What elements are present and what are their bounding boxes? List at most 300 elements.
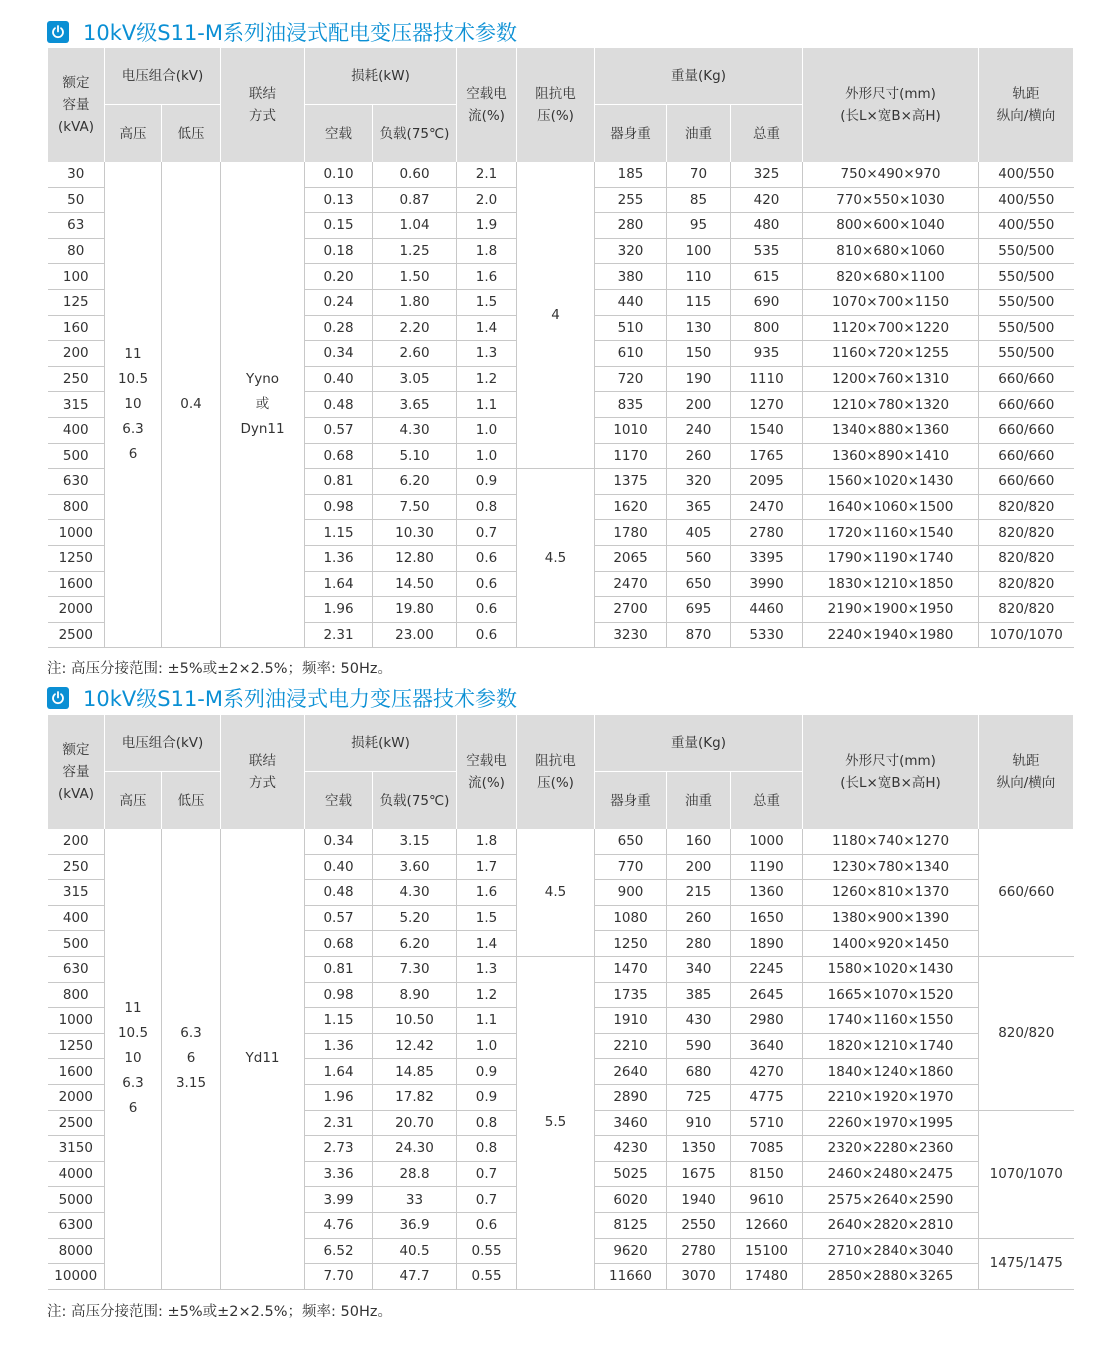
capacity-cell: 50 [48, 187, 105, 213]
noload-loss-cell: 0.98 [305, 982, 373, 1008]
total-weight-cell: 5710 [731, 1110, 803, 1136]
gauge-cell: 400/550 [979, 162, 1074, 187]
total-weight-cell: 420 [731, 187, 803, 213]
dimensions-cell: 1070×700×1150 [803, 289, 979, 315]
oil-weight-cell: 260 [667, 443, 731, 469]
hv-cell: 11 10.5 10 6.3 6 [105, 829, 162, 1289]
load-loss-cell: 36.9 [373, 1212, 457, 1238]
body-weight-cell: 11660 [595, 1264, 667, 1290]
total-weight-cell: 2095 [731, 469, 803, 495]
col-capacity: 额定 容量 (kVA) [48, 715, 105, 829]
body-weight-cell: 380 [595, 264, 667, 290]
oil-weight-cell: 260 [667, 905, 731, 931]
gauge-cell: 660/660 [979, 366, 1074, 392]
body-weight-cell: 4230 [595, 1136, 667, 1162]
oil-weight-cell: 215 [667, 880, 731, 906]
gauge-cell: 550/500 [979, 238, 1074, 264]
total-weight-cell: 1270 [731, 392, 803, 418]
noload-current-cell: 1.8 [457, 829, 517, 854]
oil-weight-cell: 2550 [667, 1212, 731, 1238]
table-row [48, 829, 1074, 854]
total-weight-cell: 2645 [731, 982, 803, 1008]
noload-loss-cell: 0.34 [305, 341, 373, 367]
body-weight-cell: 1375 [595, 469, 667, 495]
load-loss-cell: 17.82 [373, 1084, 457, 1110]
oil-weight-cell: 2780 [667, 1238, 731, 1264]
noload-loss-cell: 4.76 [305, 1212, 373, 1238]
oil-weight-cell: 385 [667, 982, 731, 1008]
oil-weight-cell: 85 [667, 187, 731, 213]
dimensions-cell: 810×680×1060 [803, 238, 979, 264]
oil-weight-cell: 200 [667, 392, 731, 418]
gauge-cell: 820/820 [979, 571, 1074, 597]
noload-current-cell: 0.8 [457, 1136, 517, 1162]
noload-loss-cell: 0.10 [305, 162, 373, 187]
dimensions-cell: 1210×780×1320 [803, 392, 979, 418]
noload-current-cell: 0.6 [457, 1212, 517, 1238]
load-loss-cell: 40.5 [373, 1238, 457, 1264]
col-weight: 重量(Kg) [595, 715, 803, 772]
dimensions-cell: 1180×740×1270 [803, 829, 979, 854]
dimensions-cell: 770×550×1030 [803, 187, 979, 213]
capacity-cell: 8000 [48, 1238, 105, 1264]
power-icon [47, 21, 69, 43]
noload-loss-cell: 1.96 [305, 597, 373, 623]
dimensions-cell: 2210×1920×1970 [803, 1084, 979, 1110]
col-lv: 低压 [162, 105, 221, 163]
dimensions-cell: 800×600×1040 [803, 213, 979, 239]
col-gauge: 轨距 纵向/横向 [979, 715, 1074, 829]
load-loss-cell: 12.80 [373, 545, 457, 571]
total-weight-cell: 4775 [731, 1084, 803, 1110]
col-connection: 联结 方式 [221, 715, 305, 829]
load-loss-cell: 3.60 [373, 854, 457, 880]
oil-weight-cell: 150 [667, 341, 731, 367]
table-row [48, 162, 1074, 187]
body-weight-cell: 3460 [595, 1110, 667, 1136]
body-weight-cell: 3230 [595, 622, 667, 648]
body-weight-cell: 1170 [595, 443, 667, 469]
oil-weight-cell: 910 [667, 1110, 731, 1136]
load-loss-cell: 28.8 [373, 1161, 457, 1187]
capacity-cell: 250 [48, 854, 105, 880]
total-weight-cell: 2780 [731, 520, 803, 546]
load-loss-cell: 12.42 [373, 1033, 457, 1059]
capacity-cell: 30 [48, 162, 105, 187]
gauge-cell: 820/820 [979, 597, 1074, 623]
total-weight-cell: 9610 [731, 1187, 803, 1213]
total-weight-cell: 1360 [731, 880, 803, 906]
total-weight-cell: 325 [731, 162, 803, 187]
load-loss-cell: 6.20 [373, 469, 457, 495]
noload-current-cell: 0.6 [457, 545, 517, 571]
oil-weight-cell: 240 [667, 417, 731, 443]
section-title [47, 17, 1073, 47]
body-weight-cell: 2470 [595, 571, 667, 597]
body-weight-cell: 1735 [595, 982, 667, 1008]
noload-current-cell: 0.7 [457, 1187, 517, 1213]
total-weight-cell: 800 [731, 315, 803, 341]
noload-loss-cell: 0.20 [305, 264, 373, 290]
oil-weight-cell: 200 [667, 854, 731, 880]
col-voltage: 电压组合(kV) [105, 715, 221, 772]
body-weight-cell: 1470 [595, 956, 667, 982]
capacity-cell: 1600 [48, 1059, 105, 1085]
noload-loss-cell: 0.57 [305, 905, 373, 931]
capacity-cell: 2000 [48, 1084, 105, 1110]
noload-current-cell: 1.0 [457, 443, 517, 469]
col-voltage: 电压组合(kV) [105, 48, 221, 105]
capacity-cell: 200 [48, 341, 105, 367]
gauge-cell: 660/660 [979, 469, 1074, 495]
dimensions-cell: 820×680×1100 [803, 264, 979, 290]
gauge-cell: 1070/1070 [979, 1110, 1074, 1238]
capacity-cell: 4000 [48, 1161, 105, 1187]
lv-cell: 0.4 [162, 162, 221, 648]
capacity-cell: 250 [48, 366, 105, 392]
total-weight-cell: 5330 [731, 622, 803, 648]
noload-current-cell: 0.8 [457, 494, 517, 520]
load-loss-cell: 1.25 [373, 238, 457, 264]
load-loss-cell: 23.00 [373, 622, 457, 648]
total-weight-cell: 2245 [731, 956, 803, 982]
oil-weight-cell: 100 [667, 238, 731, 264]
oil-weight-cell: 190 [667, 366, 731, 392]
load-loss-cell: 47.7 [373, 1264, 457, 1290]
col-current: 空载电 流(%) [457, 48, 517, 162]
col-noload: 空载 [305, 105, 373, 163]
total-weight-cell: 2470 [731, 494, 803, 520]
noload-current-cell: 1.2 [457, 982, 517, 1008]
dimensions-cell: 2850×2880×3265 [803, 1264, 979, 1290]
noload-current-cell: 1.1 [457, 392, 517, 418]
section-power [47, 683, 1073, 713]
load-loss-cell: 0.87 [373, 187, 457, 213]
oil-weight-cell: 70 [667, 162, 731, 187]
dimensions-cell: 2640×2820×2810 [803, 1212, 979, 1238]
body-weight-cell: 900 [595, 880, 667, 906]
capacity-cell: 5000 [48, 1187, 105, 1213]
noload-loss-cell: 0.28 [305, 315, 373, 341]
noload-current-cell: 0.9 [457, 469, 517, 495]
note-2: 注: 高压分接范围: ±5%或±2×2.5%；频率: 50Hz。 [47, 1304, 392, 1320]
spec-table-2 [47, 715, 1074, 1290]
noload-current-cell: 0.7 [457, 1161, 517, 1187]
noload-loss-cell: 2.73 [305, 1136, 373, 1162]
dimensions-cell: 2320×2280×2360 [803, 1136, 979, 1162]
connection-cell: Yd11 [221, 829, 305, 1289]
noload-current-cell: 0.6 [457, 571, 517, 597]
col-lv: 低压 [162, 772, 221, 830]
body-weight-cell: 185 [595, 162, 667, 187]
noload-current-cell: 0.9 [457, 1059, 517, 1085]
title-text: 10kV级S11-M系列油浸式配电变压器技术参数 [83, 21, 517, 45]
gauge-cell: 820/820 [979, 545, 1074, 571]
capacity-cell: 200 [48, 829, 105, 854]
noload-current-cell: 0.8 [457, 1110, 517, 1136]
gauge-cell: 1070/1070 [979, 622, 1074, 648]
total-weight-cell: 535 [731, 238, 803, 264]
body-weight-cell: 720 [595, 366, 667, 392]
col-weight: 重量(Kg) [595, 48, 803, 105]
body-weight-cell: 5025 [595, 1161, 667, 1187]
capacity-cell: 400 [48, 417, 105, 443]
hv-cell: 11 10.5 10 6.3 6 [105, 162, 162, 648]
noload-current-cell: 1.0 [457, 1033, 517, 1059]
impedance-cell: 4.5 [517, 469, 595, 648]
noload-current-cell: 2.1 [457, 162, 517, 187]
dimensions-cell: 1665×1070×1520 [803, 982, 979, 1008]
total-weight-cell: 1540 [731, 417, 803, 443]
body-weight-cell: 770 [595, 854, 667, 880]
total-weight-cell: 2980 [731, 1008, 803, 1034]
load-loss-cell: 1.04 [373, 213, 457, 239]
noload-current-cell: 1.5 [457, 289, 517, 315]
load-loss-cell: 20.70 [373, 1110, 457, 1136]
capacity-cell: 1600 [48, 571, 105, 597]
spec-table-1 [47, 48, 1074, 648]
oil-weight-cell: 650 [667, 571, 731, 597]
oil-weight-cell: 365 [667, 494, 731, 520]
noload-loss-cell: 2.31 [305, 1110, 373, 1136]
dimensions-cell: 2240×1940×1980 [803, 622, 979, 648]
table-container-1 [47, 48, 1073, 648]
body-weight-cell: 650 [595, 829, 667, 854]
dimensions-cell: 1640×1060×1500 [803, 494, 979, 520]
total-weight-cell: 1890 [731, 931, 803, 957]
oil-weight-cell: 95 [667, 213, 731, 239]
col-load: 负载(75℃) [373, 772, 457, 830]
gauge-cell: 660/660 [979, 829, 1074, 956]
body-weight-cell: 610 [595, 341, 667, 367]
total-weight-cell: 8150 [731, 1161, 803, 1187]
noload-loss-cell: 0.81 [305, 956, 373, 982]
gauge-cell: 550/500 [979, 341, 1074, 367]
noload-current-cell: 1.5 [457, 905, 517, 931]
noload-loss-cell: 1.15 [305, 1008, 373, 1034]
dimensions-cell: 2710×2840×3040 [803, 1238, 979, 1264]
noload-current-cell: 1.8 [457, 238, 517, 264]
dimensions-cell: 750×490×970 [803, 162, 979, 187]
noload-current-cell: 1.1 [457, 1008, 517, 1034]
noload-loss-cell: 0.18 [305, 238, 373, 264]
load-loss-cell: 3.65 [373, 392, 457, 418]
gauge-cell: 550/500 [979, 264, 1074, 290]
dimensions-cell: 1160×720×1255 [803, 341, 979, 367]
noload-current-cell: 1.3 [457, 341, 517, 367]
total-weight-cell: 12660 [731, 1212, 803, 1238]
col-oil: 油重 [667, 772, 731, 830]
body-weight-cell: 1080 [595, 905, 667, 931]
col-total: 总重 [731, 772, 803, 830]
noload-loss-cell: 0.68 [305, 931, 373, 957]
capacity-cell: 100 [48, 264, 105, 290]
col-impedance: 阻抗电 压(%) [517, 715, 595, 829]
dimensions-cell: 1790×1190×1740 [803, 545, 979, 571]
total-weight-cell: 935 [731, 341, 803, 367]
col-gauge: 轨距 纵向/横向 [979, 48, 1074, 162]
load-loss-cell: 14.50 [373, 571, 457, 597]
noload-loss-cell: 0.57 [305, 417, 373, 443]
oil-weight-cell: 870 [667, 622, 731, 648]
dimensions-cell: 1840×1240×1860 [803, 1059, 979, 1085]
noload-loss-cell: 1.36 [305, 1033, 373, 1059]
total-weight-cell: 15100 [731, 1238, 803, 1264]
col-loss: 损耗(kW) [305, 48, 457, 105]
table-body-2 [48, 829, 1074, 1289]
body-weight-cell: 440 [595, 289, 667, 315]
capacity-cell: 500 [48, 931, 105, 957]
body-weight-cell: 1620 [595, 494, 667, 520]
dimensions-cell: 2260×1970×1995 [803, 1110, 979, 1136]
oil-weight-cell: 320 [667, 469, 731, 495]
gauge-cell: 660/660 [979, 392, 1074, 418]
col-noload: 空载 [305, 772, 373, 830]
col-oil: 油重 [667, 105, 731, 163]
body-weight-cell: 2640 [595, 1059, 667, 1085]
capacity-cell: 2500 [48, 1110, 105, 1136]
load-loss-cell: 4.30 [373, 880, 457, 906]
noload-current-cell: 1.7 [457, 854, 517, 880]
total-weight-cell: 1110 [731, 366, 803, 392]
capacity-cell: 630 [48, 956, 105, 982]
total-weight-cell: 3640 [731, 1033, 803, 1059]
noload-loss-cell: 7.70 [305, 1264, 373, 1290]
dimensions-cell: 1560×1020×1430 [803, 469, 979, 495]
oil-weight-cell: 3070 [667, 1264, 731, 1290]
total-weight-cell: 7085 [731, 1136, 803, 1162]
capacity-cell: 1250 [48, 545, 105, 571]
dimensions-cell: 1820×1210×1740 [803, 1033, 979, 1059]
dimensions-cell: 1340×880×1360 [803, 417, 979, 443]
noload-loss-cell: 1.64 [305, 571, 373, 597]
load-loss-cell: 3.15 [373, 829, 457, 854]
oil-weight-cell: 680 [667, 1059, 731, 1085]
capacity-cell: 1250 [48, 1033, 105, 1059]
noload-current-cell: 1.9 [457, 213, 517, 239]
col-hv: 高压 [105, 105, 162, 163]
capacity-cell: 80 [48, 238, 105, 264]
load-loss-cell: 5.20 [373, 905, 457, 931]
total-weight-cell: 480 [731, 213, 803, 239]
dimensions-cell: 2190×1900×1950 [803, 597, 979, 623]
col-hv: 高压 [105, 772, 162, 830]
oil-weight-cell: 110 [667, 264, 731, 290]
noload-loss-cell: 0.98 [305, 494, 373, 520]
noload-loss-cell: 0.81 [305, 469, 373, 495]
total-weight-cell: 3990 [731, 571, 803, 597]
capacity-cell: 315 [48, 880, 105, 906]
noload-current-cell: 0.6 [457, 597, 517, 623]
noload-loss-cell: 3.36 [305, 1161, 373, 1187]
capacity-cell: 2500 [48, 622, 105, 648]
oil-weight-cell: 280 [667, 931, 731, 957]
noload-current-cell: 1.4 [457, 931, 517, 957]
load-loss-cell: 8.90 [373, 982, 457, 1008]
noload-current-cell: 1.3 [457, 956, 517, 982]
dimensions-cell: 1230×780×1340 [803, 854, 979, 880]
oil-weight-cell: 1675 [667, 1161, 731, 1187]
col-impedance: 阻抗电 压(%) [517, 48, 595, 162]
body-weight-cell: 835 [595, 392, 667, 418]
noload-loss-cell: 0.13 [305, 187, 373, 213]
load-loss-cell: 19.80 [373, 597, 457, 623]
noload-loss-cell: 0.48 [305, 880, 373, 906]
col-total: 总重 [731, 105, 803, 163]
load-loss-cell: 10.30 [373, 520, 457, 546]
dimensions-cell: 1380×900×1390 [803, 905, 979, 931]
noload-current-cell: 1.6 [457, 880, 517, 906]
impedance-cell: 4.5 [517, 829, 595, 956]
noload-current-cell: 0.6 [457, 622, 517, 648]
body-weight-cell: 8125 [595, 1212, 667, 1238]
noload-loss-cell: 0.40 [305, 366, 373, 392]
body-weight-cell: 2065 [595, 545, 667, 571]
noload-current-cell: 0.55 [457, 1264, 517, 1290]
load-loss-cell: 1.80 [373, 289, 457, 315]
col-body: 器身重 [595, 772, 667, 830]
noload-current-cell: 2.0 [457, 187, 517, 213]
load-loss-cell: 14.85 [373, 1059, 457, 1085]
noload-loss-cell: 0.68 [305, 443, 373, 469]
oil-weight-cell: 1940 [667, 1187, 731, 1213]
capacity-cell: 1000 [48, 1008, 105, 1034]
col-dimensions: 外形尺寸(mm) (长L×宽B×高H) [803, 48, 979, 162]
oil-weight-cell: 130 [667, 315, 731, 341]
impedance-cell: 5.5 [517, 956, 595, 1289]
oil-weight-cell: 430 [667, 1008, 731, 1034]
gauge-cell: 400/550 [979, 187, 1074, 213]
total-weight-cell: 17480 [731, 1264, 803, 1290]
gauge-cell: 660/660 [979, 443, 1074, 469]
capacity-cell: 63 [48, 213, 105, 239]
col-capacity: 额定 容量 (kVA) [48, 48, 105, 162]
dimensions-cell: 1830×1210×1850 [803, 571, 979, 597]
load-loss-cell: 2.60 [373, 341, 457, 367]
oil-weight-cell: 405 [667, 520, 731, 546]
title-text: 10kV级S11-M系列油浸式电力变压器技术参数 [83, 687, 517, 711]
load-loss-cell: 4.30 [373, 417, 457, 443]
capacity-cell: 160 [48, 315, 105, 341]
load-loss-cell: 7.30 [373, 956, 457, 982]
total-weight-cell: 690 [731, 289, 803, 315]
oil-weight-cell: 340 [667, 956, 731, 982]
power-icon [47, 687, 69, 709]
oil-weight-cell: 590 [667, 1033, 731, 1059]
noload-current-cell: 1.0 [457, 417, 517, 443]
dimensions-cell: 1580×1020×1430 [803, 956, 979, 982]
oil-weight-cell: 560 [667, 545, 731, 571]
body-weight-cell: 2210 [595, 1033, 667, 1059]
noload-current-cell: 0.55 [457, 1238, 517, 1264]
gauge-cell: 550/500 [979, 315, 1074, 341]
load-loss-cell: 3.05 [373, 366, 457, 392]
load-loss-cell: 2.20 [373, 315, 457, 341]
body-weight-cell: 1780 [595, 520, 667, 546]
dimensions-cell: 1360×890×1410 [803, 443, 979, 469]
total-weight-cell: 1765 [731, 443, 803, 469]
body-weight-cell: 510 [595, 315, 667, 341]
total-weight-cell: 4270 [731, 1059, 803, 1085]
load-loss-cell: 24.30 [373, 1136, 457, 1162]
noload-loss-cell: 0.24 [305, 289, 373, 315]
noload-loss-cell: 2.31 [305, 622, 373, 648]
capacity-cell: 6300 [48, 1212, 105, 1238]
dimensions-cell: 1720×1160×1540 [803, 520, 979, 546]
gauge-cell: 550/500 [979, 289, 1074, 315]
body-weight-cell: 1010 [595, 417, 667, 443]
noload-loss-cell: 1.64 [305, 1059, 373, 1085]
